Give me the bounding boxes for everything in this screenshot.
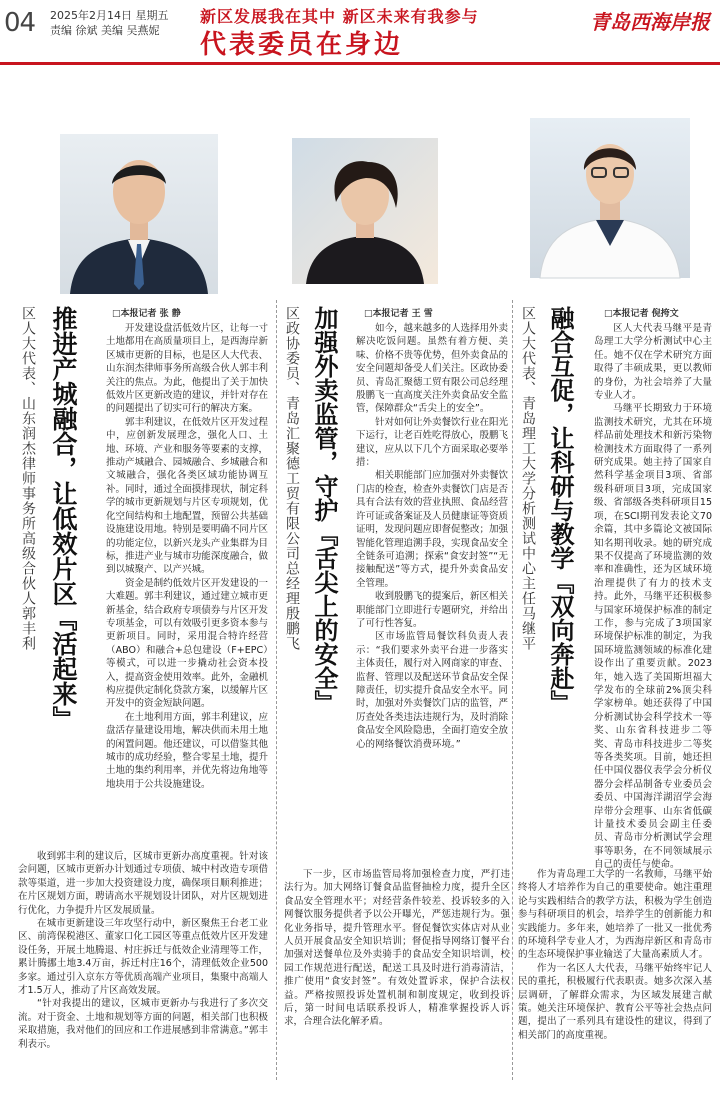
header-divider [0,62,720,65]
column-divider [512,300,513,1080]
article-3-paragraph: 马继平长期致力于环境监测技术研究，尤其在环境样品前处理技术和新污染物检测技术方面取得了一系列研究成果。她主持了国家自然科学基金项目3项、省部级科研项目3项，完成国家级、省部级各类科研项目15项，在SCI期刊发表论文70余篇，其中多篇论文被国际知名期刊收录。她的研究成果不仅提高了环境监测的效率和准确性，还为区域环境治理提供了有力的技术支持。此外，马继平还积极参与国家环境保护标准的制定工作，参与完成了3项国家环境保护标准的制定，为我国环境监测领域的标准化建设作出了重要贡献。2023年，她入选了美国斯坦福大学发布的全球前2%顶尖科学家榜单。她还获得了中国分析测试协会科学技术一等奖、山东省科技进步二等奖、青岛市科技进步二等奖等各类奖项。目前，她还担任中国仪器仪表学会分析仪器分会样品制备专业委员会委员、中国海洋湖沼学会海岸带分会理事、山东省低碳计量技术委员会副主任委员、青岛市分析测试学会理事等职务，在不同领域展示自己的责任与使命。 [594,403,712,871]
article-3-body-lower [518,868,712,1080]
article-2-body-lower [284,868,510,1080]
portrait-photo-ma [530,118,690,278]
article-2-paragraph: 相关职能部门应加强对外卖餐饮门店的检查，检查外卖餐饮门店是否具有合法有效的营业执照、食品经营许可证或备案证及人员健康证等资质证明，发现问题应即督促整改；加强智能化管理追溯手段，实现食品安全全链条可追溯；探索“食安封签”“无接触配送”等方式，提升外卖食品安全管理。 [356,470,509,589]
issue-date: 2025年2月14日 星期五 [50,9,169,22]
article-2-paragraph: 区市场监管局餐饮科负责人表示：“我们要求外卖平台进一步落实主体责任，履行对入网商家的审查、监督、管理以及配送环节食品安全保障责任，切实提升食品安全水平。同时，加强对外卖餐饮门店的监管，严厉查处各类违法违规行为，及时消除食品安全风险隐患，全面打造安全放心的网络餐饮消费环境。” [356,631,509,750]
article-1-paragraph: 资金是制约低效片区开发建设的一大难题。郭丰利建议，通过建立城市更新基金，结合政府专项债券与片区开发专项基金，可以有效吸引更多资本参与更新项目。同时，采用混合特许经营（ABO）和融合+总包建设（F+EPC）等模式，可以进一步撬动社会资本投入，提高资金使用效率。此外，金融机构应提供定制化贷款方案，以缓解片区开发中的资金短缺问题。 [106,577,268,710]
byline-article-3: □本报记者 倪挎文 [604,309,679,319]
portrait-photo-guo [60,134,218,294]
page-number: 04 [4,8,36,38]
article-2-body-upper [356,322,508,862]
article-1-paragraph: 在城市更新建设三年攻坚行动中，新区聚焦王台老工业区、前湾保税港区、董家口化工园区等重点低效片区开发建设任务，开展土地腾退、村庄拆迁与低效企业清理等工作，累计腾挪土地3.4万亩，拆迁村庄16个，清理低效企业500多家。通过引入京东方等优质高端产业项目，集聚中高端人才1.5万人，推动了片区高效发展。 [18,918,268,997]
article-2-paragraph: 针对如何让外卖餐饮行业在阳光下运行，让老百姓吃得放心，殷鹏飞建议，应从以下几个方面采取必要举措： [356,416,509,469]
article-3-paragraph: 区人大代表马继平是青岛理工大学分析测试中心主任。她不仅在学术研究方面取得了丰硕成果，更以教师的身份，为社会培养了大量专业人才。 [594,323,712,402]
newspaper-logo: 青岛西海岸报 [590,10,710,34]
article-1-paragraph: 收到郭丰利的建议后，区城市更新办高度重视。针对该会问题，区城市更新办计划通过专项债、城中村改造专项借款等渠道，进一步加大投资建设力度，确保项目顺利推进；在片区规划方面，聘请高水平规划设计团队，对片区规划进行优化，力争提升片区发展质量。 [18,851,268,916]
article-3-body-upper [594,322,712,871]
article-1-paragraph: 郭丰利建议，在低效片区开发过程中，应创新发展理念，强化人口、土地、环境、产业和服务等要素的支撑，推动产城融合、园城融合、乡城融合和文城融合，强化各类区域功能协调互补。同时，通过全面摸排现状，制定科学的城市更新规划与片区专项规划，优化空间结构和土地配置，预留公共基础设施建设用地。特别是要明确不同片区的功能定位，以新兴龙头产业集群为目标，推进产业与城市功能深度融合，做到以城聚产、以产兴城。 [106,416,268,576]
column-divider [276,300,277,1080]
subtitle-article-2: 区政协委员、青岛汇聚德工贸有限公司总经理殷鹏飞 [284,306,300,651]
article-1-paragraph: 在土地利用方面，郭丰利建议，应盘活存量建设用地，解决供而未用土地的闲置问题。他还建议，可以借鉴其他城市的成功经验，整合零星土地，提升土地的集约利用率，并优先将边角地等地块用于公共设施建设。 [106,711,268,790]
article-1-body-upper [106,322,268,842]
headline-article-1: 推进产城融合，让低效片区『活起来』 [49,306,78,731]
subtitle-article-3: 区人大代表、青岛理工大学分析测试中心主任马继平 [520,306,536,651]
article-3-paragraph: 作为青岛理工大学的一名教师，马继平始终将人才培养作为自己的重要使命。她注重理论与实践相结合的教学方法，积极为学生创造参与科研项目的机会，培养学生的创新能力和实践能力。多年来，她培养了一批又一批优秀的环境科学专业人才，为西海岸新区和青岛市的生态环境保护事业输送了大量高素质人才。 [518,869,712,961]
headline-article-2: 加强外卖监管，守护『舌尖上的安全』 [310,306,338,714]
article-1-paragraph: “针对我提出的建议，区城市更新办与我进行了多次交流。对于资金、土地和规划等方面的问题，相关部门也积极采取措施，我对他们的回应和工作进展感到非常满意。”郭丰利表示。 [18,998,268,1050]
article-1-body-lower [18,850,268,1080]
article-2-paragraph: 下一步，区市场监管局将加强检查力度，严打违法行为。加大网络订餐食品监督抽检力度，提升全区食品安全管理水平；对经营条件较差、投诉较多的入网餐饮服务提供者予以公开曝光，严惩违规行为。强化业务指导，提升管理水平。督促餐饮实体店对从业人员开展食品安全知识培训；督促指导网络订餐平台加强对送餐单位及外卖骑手的食品安全知识培训，校园工作规范进行配送，配送工具及时进行消毒清洁，推广使用“食安封签”。有效处置诉求，保护合法权益。严格按照投诉处置机制和制度规定，收到投诉后，第一时间电话联系投诉人，精准掌握投诉人诉求，合理合法化解矛盾。 [284,869,510,1028]
page-header [0,0,720,62]
article-1-paragraph: 开发建设盘活低效片区，让每一寸土地都用在高质量项目上，是西海岸新区城市更新的目标，也是区人大代表、山东润杰律师事务所高级合伙人郭丰利关注的焦点。为此，他提出了关于加快低效片区更新改造的建议，并针对存在的问题提出了切实可行的解决方案。 [106,323,268,415]
byline-article-2: □本报记者 王 雪 [364,309,433,319]
issue-editors: 责编 徐斌 美编 吴燕妮 [50,24,160,37]
page-slogan: 新区发展我在其中 新区未来有我参与 [200,7,479,26]
article-2-paragraph: 如今，越来越多的人选择用外卖解决吃饭问题。虽然有着方便、美味、价格不贵等优势，但外卖食品的安全问题却备受人们关注。区政协委员、青岛汇聚德工贸有限公司总经理殷鹏飞一直高度关注外卖食品安全监管，保障群众“舌尖上的安全”。 [356,323,509,415]
article-2-paragraph: 收到殷鹏飞的提案后，新区相关职能部门立即进行专题研究，并给出了可行性答复。 [356,591,509,629]
subtitle-article-1: 区人大代表、山东润杰律师事务所高级合伙人郭丰利 [20,306,36,651]
portrait-photo-yin [292,138,438,284]
issue-meta [50,8,169,38]
byline-article-1: □本报记者 张 静 [112,309,181,319]
headline-article-3: 融合互促，让科研与教学『双向奔赴』 [546,306,574,714]
article-3-paragraph: 作为一名区人大代表，马继平始终牢记人民的重托，积极履行代表职责。她多次深入基层调研，了解群众需求，为区域发展建言献策。她关注环境保护、教育公平等社会热点问题，提出了一系列具有建设性的建议，得到了相关部门的高度重视。 [518,962,712,1041]
page-banner-title: 代表委员在身边 [200,30,404,60]
